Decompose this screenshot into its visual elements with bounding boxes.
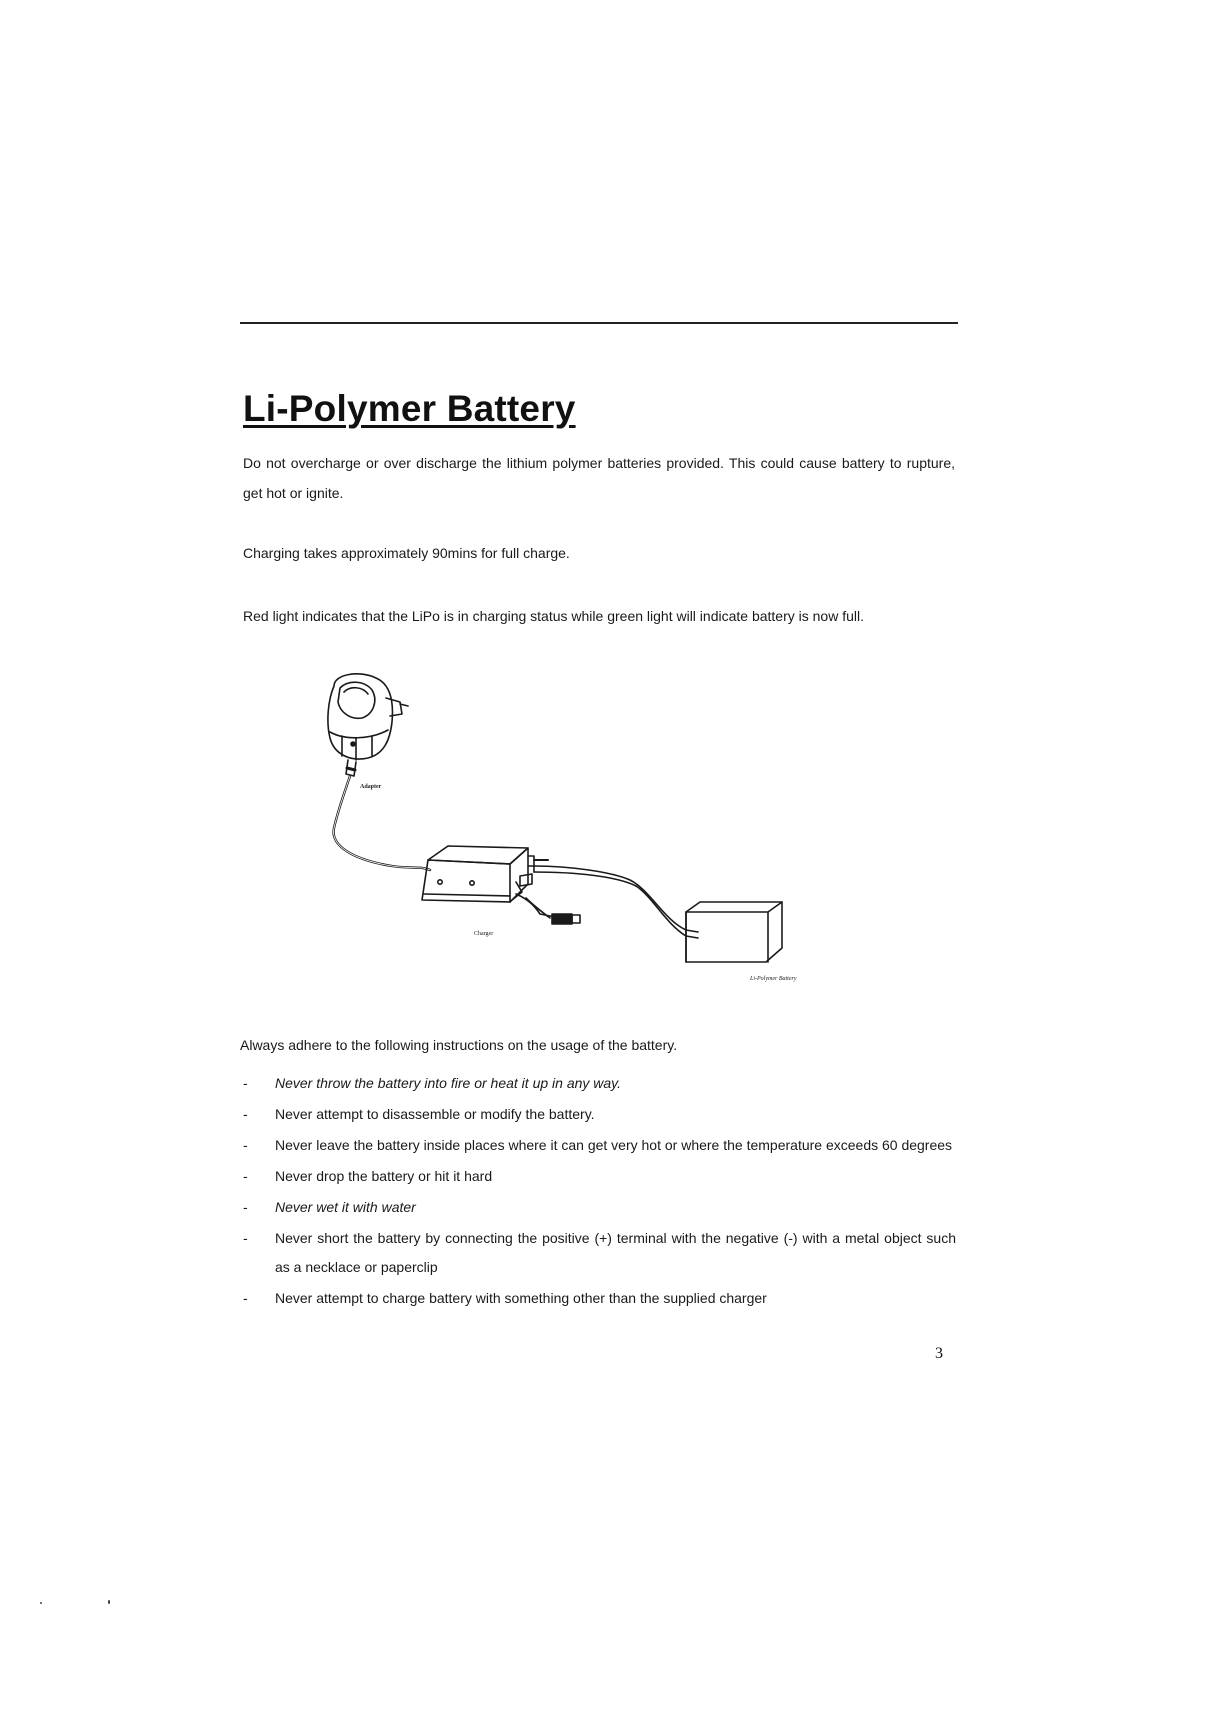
page-number: 3 bbox=[935, 1345, 943, 1362]
adapter-label: Adapter bbox=[360, 784, 382, 790]
battery-label: Li-Polymer Battery bbox=[750, 976, 797, 982]
charging-setup-drawing bbox=[320, 670, 860, 995]
list-item-text: Never wet it with water bbox=[275, 1199, 416, 1215]
list-bullet: - bbox=[243, 1075, 248, 1091]
scan-speck bbox=[40, 1602, 42, 1604]
list-item-text: Never attempt to charge battery with something other than the supplied charger bbox=[275, 1290, 767, 1306]
list-bullet: - bbox=[243, 1137, 248, 1153]
list-item bbox=[240, 1224, 956, 1282]
output-plug-drawing bbox=[552, 914, 572, 924]
instructions-intro: Always adhere to the following instructions on the usage of the battery. bbox=[240, 1037, 678, 1053]
instructions-list bbox=[240, 1069, 956, 1315]
list-bullet: - bbox=[243, 1199, 248, 1215]
battery-drawing bbox=[686, 902, 782, 962]
list-item bbox=[240, 1193, 956, 1222]
list-item-text: Never attempt to disassemble or modify the battery. bbox=[275, 1106, 595, 1122]
list-bullet: - bbox=[243, 1106, 248, 1122]
list-item-text: Never throw the battery into fire or heat it up in any way. bbox=[275, 1075, 622, 1091]
header-rule bbox=[240, 322, 958, 324]
list-item-text: Never drop the battery or hit it hard bbox=[275, 1168, 493, 1184]
warning-paragraph: Do not overcharge or over discharge the lithium polymer batteries provided. This could cause battery to rupture, get hot or ignite. bbox=[243, 455, 955, 501]
page-title: Li-Polymer Battery bbox=[243, 388, 576, 429]
charging-setup-illustration bbox=[320, 670, 860, 995]
adapter-cable-drawing bbox=[334, 776, 430, 870]
list-item bbox=[240, 1100, 956, 1129]
scan-speck bbox=[108, 1600, 110, 1604]
charging-time-paragraph: Charging takes approximately 90mins for full charge. bbox=[243, 545, 570, 561]
list-item bbox=[240, 1162, 956, 1191]
list-item bbox=[240, 1284, 956, 1313]
list-item-text: Never short the battery by connecting the positive (+) terminal with the negative (-) with a metal object such as a necklace or paperclip bbox=[275, 1230, 956, 1275]
list-item bbox=[240, 1069, 956, 1098]
list-bullet: - bbox=[243, 1230, 248, 1246]
charger-label: Charger bbox=[474, 931, 494, 937]
list-bullet: - bbox=[243, 1168, 248, 1184]
list-bullet: - bbox=[243, 1290, 248, 1306]
indicator-light-paragraph: Red light indicates that the LiPo is in charging status while green light will indicate battery is now full. bbox=[243, 608, 864, 624]
list-item-text: Never leave the battery inside places where it can get very hot or where the temperature exceeds 60 degrees bbox=[275, 1137, 953, 1153]
list-item bbox=[240, 1131, 956, 1160]
adapter-drawing bbox=[328, 674, 408, 776]
